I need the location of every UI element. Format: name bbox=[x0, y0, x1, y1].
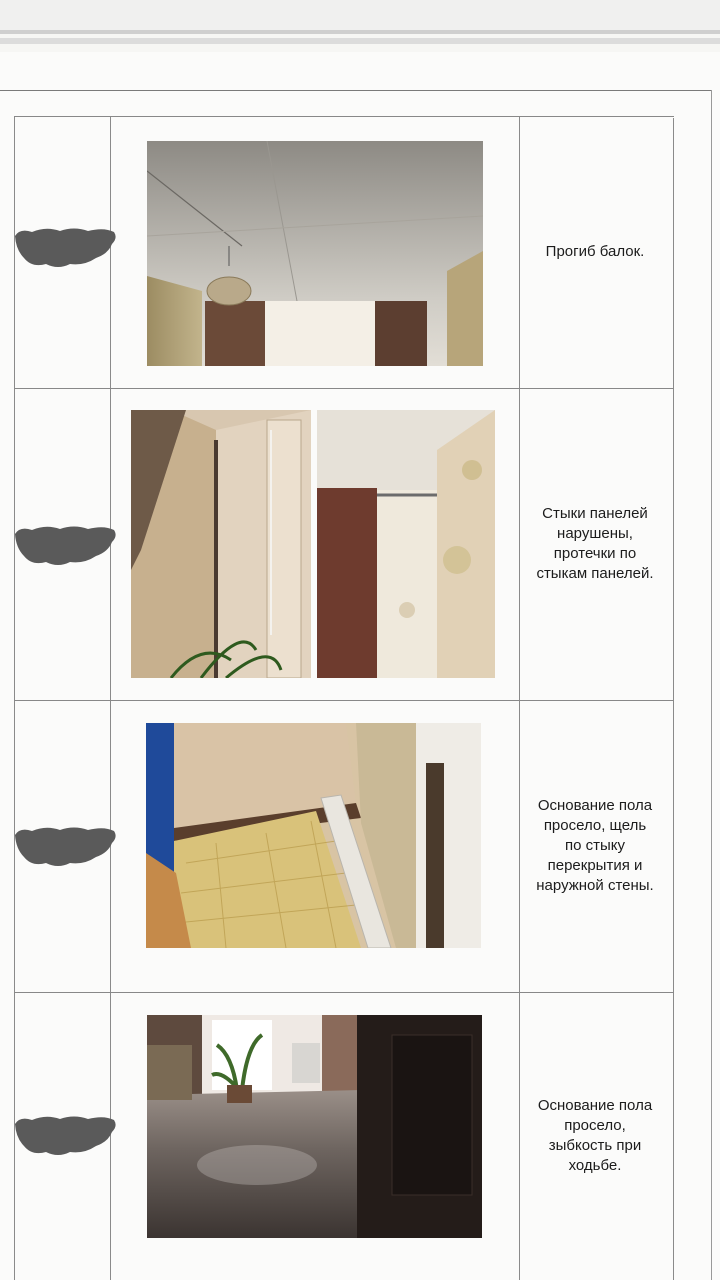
top-divider bbox=[0, 30, 720, 34]
top-divider-2 bbox=[0, 38, 720, 44]
page-border-right bbox=[711, 90, 712, 1280]
table-col-line-4 bbox=[673, 118, 674, 1280]
ceiling-leak-photo bbox=[317, 410, 495, 678]
room-floor-photo bbox=[147, 1015, 482, 1238]
row-1-description: Прогиб балок. bbox=[545, 243, 645, 260]
top-bar bbox=[0, 0, 720, 30]
table-col-line-2 bbox=[110, 116, 111, 1280]
page-border-top bbox=[0, 90, 712, 91]
floor-gap-photo bbox=[146, 723, 481, 948]
row-3-description: Основание пола просело, щель по стыку перекрытия и наружной стены. bbox=[536, 797, 654, 894]
redaction-blob bbox=[12, 823, 118, 871]
redaction-blob bbox=[12, 1112, 118, 1160]
ceiling-photo bbox=[147, 141, 483, 366]
redaction-blob bbox=[12, 224, 118, 272]
redaction-blob bbox=[12, 522, 118, 570]
table-col-line-1 bbox=[14, 116, 15, 1280]
wall-corner-photo bbox=[131, 410, 311, 678]
row-2-description: Стыки панелей нарушены, протечки по стыкам панелей. bbox=[536, 505, 654, 582]
row-4-description: Основание пола просело, зыбкость при ходьбе. bbox=[537, 1097, 653, 1174]
